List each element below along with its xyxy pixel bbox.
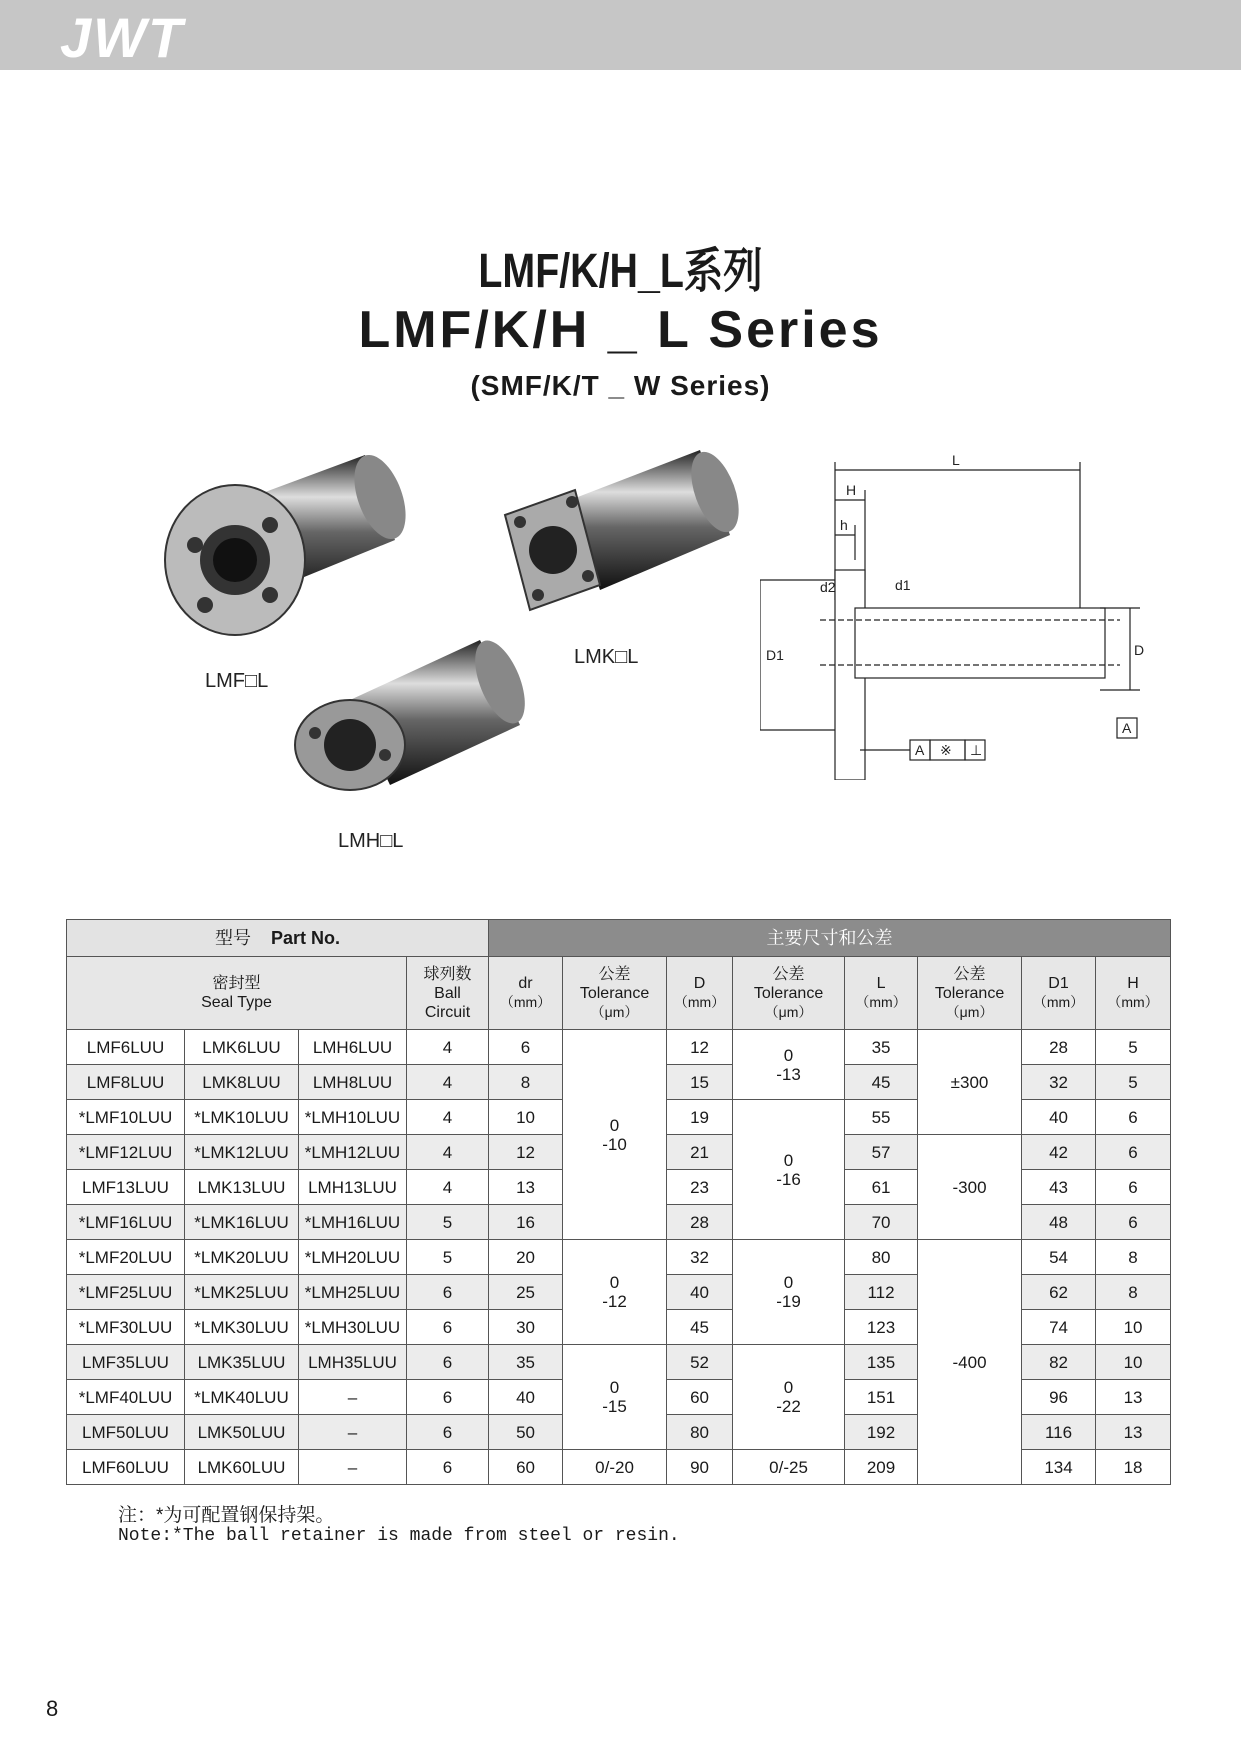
dr-value: 40 xyxy=(489,1380,563,1415)
part-lmh: – xyxy=(299,1380,407,1415)
title-cn: LMF/K/H_L系列 xyxy=(478,245,763,298)
D-value: 28 xyxy=(667,1205,733,1240)
H-value: 8 xyxy=(1096,1275,1171,1310)
ball-circuit: 5 xyxy=(407,1205,489,1240)
part-lmk: *LMK30LUU xyxy=(185,1310,299,1345)
H-value: 6 xyxy=(1096,1205,1171,1240)
part-lmf: LMF8LUU xyxy=(67,1065,185,1100)
part-lmf: *LMF20LUU xyxy=(67,1240,185,1275)
part-lmh: *LMH30LUU xyxy=(299,1310,407,1345)
part-lmk: *LMK40LUU xyxy=(185,1380,299,1415)
D-tolerance: 0 -19 xyxy=(733,1240,845,1345)
D-tolerance: 0 -13 xyxy=(733,1030,845,1100)
dim-D1: D1 xyxy=(766,647,784,663)
L-value: 61 xyxy=(845,1170,918,1205)
part-lmh: – xyxy=(299,1415,407,1450)
H-value: 6 xyxy=(1096,1170,1171,1205)
note-en: Note:*The ball retainer is made from steel or resin. xyxy=(118,1526,680,1546)
perp-mark: ⊥ xyxy=(970,742,983,758)
H-value: 5 xyxy=(1096,1030,1171,1065)
datum-A-box: A xyxy=(1122,720,1132,736)
H-header: H （mm） xyxy=(1096,957,1171,1030)
dr-tolerance: 0 -12 xyxy=(563,1240,667,1345)
part-lmk: LMK13LUU xyxy=(185,1170,299,1205)
lmh-label: LMH□L xyxy=(338,830,404,852)
D-tolerance: 0 -16 xyxy=(733,1100,845,1240)
D-value: 19 xyxy=(667,1100,733,1135)
part-lmh: LMH35LUU xyxy=(299,1345,407,1380)
lmk-bearing-image xyxy=(500,440,740,630)
part-lmf: *LMF12LUU xyxy=(67,1135,185,1170)
ball-circuit: 6 xyxy=(407,1415,489,1450)
L-value: 112 xyxy=(845,1275,918,1310)
D-value: 90 xyxy=(667,1450,733,1485)
ball-circuit-header: 球列数 Ball Circuit xyxy=(407,957,489,1030)
title-en: LMF/K/H _ L Series xyxy=(358,301,883,359)
ball-circuit: 6 xyxy=(407,1380,489,1415)
part-lmf: *LMF16LUU xyxy=(67,1205,185,1240)
L-value: 35 xyxy=(845,1030,918,1065)
D-value: 45 xyxy=(667,1310,733,1345)
L-value: 135 xyxy=(845,1345,918,1380)
L-header: L （mm） xyxy=(845,957,918,1030)
dr-header: dr （mm） xyxy=(489,957,563,1030)
datum-A: A xyxy=(915,742,925,758)
H-value: 13 xyxy=(1096,1380,1171,1415)
D-value: 15 xyxy=(667,1065,733,1100)
L-value: 45 xyxy=(845,1065,918,1100)
ball-circuit: 4 xyxy=(407,1100,489,1135)
D-value: 21 xyxy=(667,1135,733,1170)
seal-type-header: 密封型 Seal Type xyxy=(67,957,407,1030)
part-lmf: *LMF25LUU xyxy=(67,1275,185,1310)
part-lmk: LMK60LUU xyxy=(185,1450,299,1485)
title-sub: (SMF/K/T _ W Series) xyxy=(470,370,771,401)
ball-circuit: 5 xyxy=(407,1240,489,1275)
table-row xyxy=(67,1240,1171,1275)
L-value: 209 xyxy=(845,1450,918,1485)
part-lmh: *LMH12LUU xyxy=(299,1135,407,1170)
ball-circuit: 6 xyxy=(407,1345,489,1380)
ball-circuit: 6 xyxy=(407,1450,489,1485)
H-value: 8 xyxy=(1096,1240,1171,1275)
L-tolerance: -300 xyxy=(918,1135,1022,1240)
part-lmf: LMF60LUU xyxy=(67,1450,185,1485)
part-lmf: LMF6LUU xyxy=(67,1030,185,1065)
part-lmh: *LMH25LUU xyxy=(299,1275,407,1310)
dimension-drawing xyxy=(760,450,1160,780)
part-lmh: *LMH20LUU xyxy=(299,1240,407,1275)
part-lmf: LMF50LUU xyxy=(67,1415,185,1450)
dr-value: 20 xyxy=(489,1240,563,1275)
dr-value: 50 xyxy=(489,1415,563,1450)
part-lmf: LMF13LUU xyxy=(67,1170,185,1205)
D-tolerance-header: 公差 Tolerance （μm） xyxy=(733,957,845,1030)
D1-value: 116 xyxy=(1022,1415,1096,1450)
D-tolerance: 0 -22 xyxy=(733,1345,845,1450)
top-bar xyxy=(0,0,1241,70)
part-lmh: LMH8LUU xyxy=(299,1065,407,1100)
spec-table-body xyxy=(67,1030,1171,1485)
H-value: 5 xyxy=(1096,1065,1171,1100)
lmk-label: LMK□L xyxy=(574,646,639,668)
part-no-header: 型号 Part No. xyxy=(67,920,489,957)
note-cn: 注：*为可配置钢保持架。 xyxy=(118,1505,335,1526)
H-value: 6 xyxy=(1096,1135,1171,1170)
ball-circuit: 4 xyxy=(407,1030,489,1065)
D1-value: 43 xyxy=(1022,1170,1096,1205)
D-value: 40 xyxy=(667,1275,733,1310)
D-value: 80 xyxy=(667,1415,733,1450)
lmh-bearing-image xyxy=(290,625,530,825)
part-lmk: LMK35LUU xyxy=(185,1345,299,1380)
dr-value: 30 xyxy=(489,1310,563,1345)
dr-value: 6 xyxy=(489,1030,563,1065)
D1-value: 28 xyxy=(1022,1030,1096,1065)
L-value: 80 xyxy=(845,1240,918,1275)
part-lmk: *LMK12LUU xyxy=(185,1135,299,1170)
D1-value: 62 xyxy=(1022,1275,1096,1310)
L-value: 70 xyxy=(845,1205,918,1240)
D-value: 52 xyxy=(667,1345,733,1380)
D1-value: 134 xyxy=(1022,1450,1096,1485)
H-value: 6 xyxy=(1096,1100,1171,1135)
part-lmk: *LMK16LUU xyxy=(185,1205,299,1240)
D1-header: D1 （mm） xyxy=(1022,957,1096,1030)
ball-circuit: 4 xyxy=(407,1135,489,1170)
dim-d1: d1 xyxy=(895,577,911,593)
part-lmh: *LMH16LUU xyxy=(299,1205,407,1240)
part-lmk: LMK50LUU xyxy=(185,1415,299,1450)
part-lmh: – xyxy=(299,1450,407,1485)
D1-value: 48 xyxy=(1022,1205,1096,1240)
part-lmf: *LMF40LUU xyxy=(67,1380,185,1415)
dim-h: h xyxy=(840,517,848,533)
L-tolerance: -400 xyxy=(918,1240,1022,1485)
page-number: 8 xyxy=(46,1696,59,1721)
part-lmf: *LMF10LUU xyxy=(67,1100,185,1135)
part-lmk: *LMK20LUU xyxy=(185,1240,299,1275)
L-value: 192 xyxy=(845,1415,918,1450)
part-lmh: LMH6LUU xyxy=(299,1030,407,1065)
L-value: 55 xyxy=(845,1100,918,1135)
part-lmf: *LMF30LUU xyxy=(67,1310,185,1345)
table-row xyxy=(67,1030,1171,1065)
part-lmf: LMF35LUU xyxy=(67,1345,185,1380)
dr-value: 13 xyxy=(489,1170,563,1205)
lmf-label: LMF□L xyxy=(205,670,269,692)
dr-tolerance-header: 公差 Tolerance （μm） xyxy=(563,957,667,1030)
dr-value: 60 xyxy=(489,1450,563,1485)
D-value: 60 xyxy=(667,1380,733,1415)
D1-value: 32 xyxy=(1022,1065,1096,1100)
D-value: 12 xyxy=(667,1030,733,1065)
tol-mark: ※ xyxy=(940,742,952,758)
part-lmh: LMH13LUU xyxy=(299,1170,407,1205)
D-value: 23 xyxy=(667,1170,733,1205)
H-value: 13 xyxy=(1096,1415,1171,1450)
part-lmh: *LMH10LUU xyxy=(299,1100,407,1135)
D1-value: 40 xyxy=(1022,1100,1096,1135)
dim-H: H xyxy=(846,482,857,498)
ball-circuit: 4 xyxy=(407,1170,489,1205)
brand-logo: JWT xyxy=(60,6,185,69)
L-tolerance-header: 公差 Tolerance （μm） xyxy=(918,957,1022,1030)
H-value: 10 xyxy=(1096,1310,1171,1345)
D-header: D （mm） xyxy=(667,957,733,1030)
D1-value: 42 xyxy=(1022,1135,1096,1170)
dims-header: 主要尺寸和公差 xyxy=(489,920,1171,957)
part-lmk: *LMK25LUU xyxy=(185,1275,299,1310)
ball-circuit: 6 xyxy=(407,1310,489,1345)
dr-value: 25 xyxy=(489,1275,563,1310)
ball-circuit: 6 xyxy=(407,1275,489,1310)
spec-table xyxy=(66,919,1171,1485)
dr-value: 35 xyxy=(489,1345,563,1380)
dr-value: 10 xyxy=(489,1100,563,1135)
dr-tolerance: 0/-20 xyxy=(563,1450,667,1485)
L-tolerance: ±300 xyxy=(918,1030,1022,1135)
part-lmk: LMK6LUU xyxy=(185,1030,299,1065)
part-lmk: LMK8LUU xyxy=(185,1065,299,1100)
D-value: 32 xyxy=(667,1240,733,1275)
H-value: 10 xyxy=(1096,1345,1171,1380)
L-value: 57 xyxy=(845,1135,918,1170)
D1-value: 82 xyxy=(1022,1345,1096,1380)
D1-value: 74 xyxy=(1022,1310,1096,1345)
dr-value: 16 xyxy=(489,1205,563,1240)
dr-value: 8 xyxy=(489,1065,563,1100)
D1-value: 96 xyxy=(1022,1380,1096,1415)
dr-tolerance: 0 -15 xyxy=(563,1345,667,1450)
dim-L: L xyxy=(952,452,960,468)
dr-value: 12 xyxy=(489,1135,563,1170)
D-tolerance: 0/-25 xyxy=(733,1450,845,1485)
dim-d2: d2 xyxy=(820,579,836,595)
D1-value: 54 xyxy=(1022,1240,1096,1275)
H-value: 18 xyxy=(1096,1450,1171,1485)
ball-circuit: 4 xyxy=(407,1065,489,1100)
part-lmk: *LMK10LUU xyxy=(185,1100,299,1135)
dr-tolerance: 0 -10 xyxy=(563,1030,667,1240)
dim-D: D xyxy=(1134,642,1145,658)
L-value: 151 xyxy=(845,1380,918,1415)
L-value: 123 xyxy=(845,1310,918,1345)
